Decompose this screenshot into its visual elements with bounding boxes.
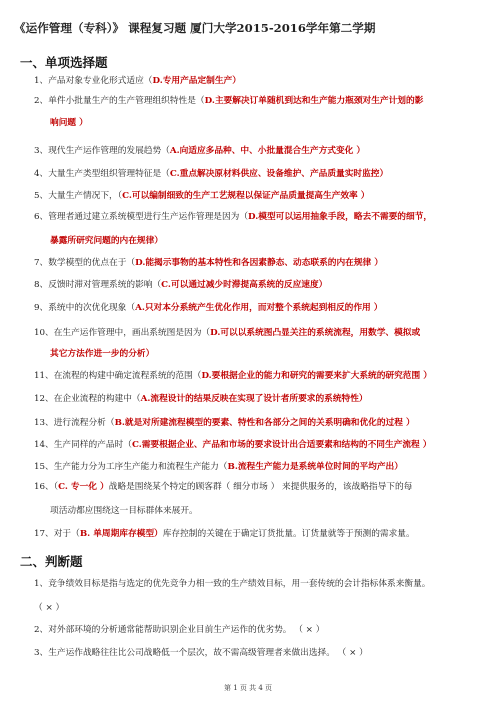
answer-text: A.向适应多品种、中、小批量混合生产方式变化 ） — [169, 146, 366, 156]
question-text: 12、在企业流程的构建中（ — [34, 394, 141, 404]
answer-text: D.可以以系统图凸显关注的系统流程，用数学、模拟或 — [210, 328, 421, 338]
question-text: 13、进行流程分析（ — [34, 418, 115, 428]
answer-text: D.专用产品定制生产） — [152, 76, 241, 86]
question-line — [34, 414, 474, 433]
question-line — [50, 232, 490, 251]
answer-text: C. 专一化 ） — [58, 482, 109, 492]
question-line — [50, 502, 490, 521]
answer-text: D.模型可以运用抽象手段，略去不需要的细节， — [248, 212, 433, 222]
question-text: 10、在生产运作管理中，画出系统图是因为（ — [34, 328, 211, 338]
question-tail-text: 库存控制的关键在于确定订货批量。订货量就等于预测的需求量。 — [162, 529, 415, 539]
question-text: 8、反馈时滞对管理系统的影响（ — [34, 280, 162, 290]
question-line — [34, 390, 474, 409]
question-text: 11、在流程的构建中确定流程系统的范围（ — [34, 371, 202, 381]
answer-text: C.可以编制细致的生产工艺规程以保证产品质量提高生产效率 ） — [122, 191, 370, 201]
answer-text: C.可以通过减少时滞提高系统的反应速度） — [161, 280, 328, 290]
question-line — [34, 436, 474, 455]
question-line — [34, 187, 474, 206]
question-line — [34, 165, 474, 184]
section-heading-true-false: 二、判断题 — [20, 554, 83, 569]
answer-text: C.需要根据企业、产品和市场的要求设计出合适要素和结构的不同生产流程 ） — [131, 440, 432, 450]
answer-text: 响问题 ） — [50, 118, 88, 128]
true-false-line: （ × ） — [34, 603, 65, 613]
question-line — [34, 458, 474, 477]
question-line — [34, 478, 474, 497]
question-text: 9、系统中的次优化现象（ — [34, 303, 136, 313]
answer-text: B.就是对所建流程模型的要素、特性和各部分之间的关系明确和优化的过程 ） — [114, 418, 415, 428]
question-line — [34, 367, 474, 386]
question-line — [34, 525, 474, 544]
page-title: 《运作管理（专科）》 课程复习题 厦门大学2015-2016学年第二学期 — [14, 21, 376, 35]
question-text: 17、对于（ — [34, 529, 80, 539]
question-line — [34, 299, 474, 318]
question-line — [50, 114, 490, 133]
question-text: 5、大量生产情况下，（ — [34, 191, 123, 201]
answer-text: 其它方法作进一步的分析） — [50, 349, 155, 359]
question-text: 4、大量生产类型组织管理特征是（ — [34, 169, 170, 179]
question-line — [34, 276, 474, 295]
answer-text: A.只对本分系统产生优化作用，而对整个系统起到相反的作用 ） — [135, 303, 383, 313]
question-text: 2、单件小批量生产的生产管理组织特性是（ — [34, 96, 205, 106]
question-text: 16、（ — [34, 482, 59, 492]
answer-text: D.能揭示事物的基本特性和各因素静态、动态联系的内在规律 ） — [135, 258, 383, 268]
question-tail-text: 战略是围绕某个特定的顾客群（ 细分市场 ） 来提供服务的，该战略指导下的每 — [108, 482, 413, 492]
question-line — [34, 92, 474, 111]
question-tail-text: 项活动都应围绕这一目标群体来展开。 — [50, 506, 198, 516]
answer-text: 暴露所研究问题的内在规律） — [50, 236, 163, 246]
answer-text: C.重点解决原材料供应、设备维护、产品质量实时监控） — [169, 169, 389, 179]
question-text: 7、数学模型的优点在于（ — [34, 258, 136, 268]
page-footer: 第 1 页 共 4 页 — [223, 684, 273, 692]
true-false-line: 1、竞争绩效目标是指与选定的优先竞争力相一致的生产绩效目标，用一套传统的会计指标体系来衡量。 — [34, 579, 431, 589]
question-line — [34, 324, 474, 343]
question-text: 15、生产能力分为工序生产能力和流程生产能力（ — [34, 462, 228, 472]
question-line — [34, 72, 474, 91]
true-false-line: 3、生产运作战略往往比公司战略低一个层次，故不需高级管理者来做出选择。 （ × ） — [34, 648, 368, 658]
question-text: 3、现代生产运作管理的发展趋势（ — [34, 146, 170, 156]
answer-text: A.流程设计的结果反映在实现了设计者所要求的系统特性） — [140, 394, 368, 404]
answer-text: D.要根据企业的能力和研究的需要来扩大系统的研究范围 ） — [201, 371, 432, 381]
question-text: 14、生产同样的产品时（ — [34, 440, 132, 450]
question-line — [50, 345, 490, 364]
question-text: 6、管理者通过建立系统模型进行生产运作管理是因为（ — [34, 212, 249, 222]
answer-text: B. 单周期库存模型） — [79, 529, 163, 539]
section-heading-single-choice: 一、单项选择题 — [20, 55, 108, 70]
question-text: 1、产品对象专业化形式适应（ — [34, 76, 153, 86]
true-false-line: 2、对外部环境的分析通常能帮助识别企业目前生产运作的优劣势。 （ × ） — [34, 625, 325, 635]
question-line — [34, 142, 474, 161]
question-line — [34, 254, 474, 273]
question-line — [34, 208, 474, 227]
answer-text: D.主要解决订单随机到达和生产能力瓶颈对生产计划的影 — [204, 96, 424, 106]
answer-text: B.流程生产能力是系统单位时间的平均产出） — [227, 462, 403, 472]
